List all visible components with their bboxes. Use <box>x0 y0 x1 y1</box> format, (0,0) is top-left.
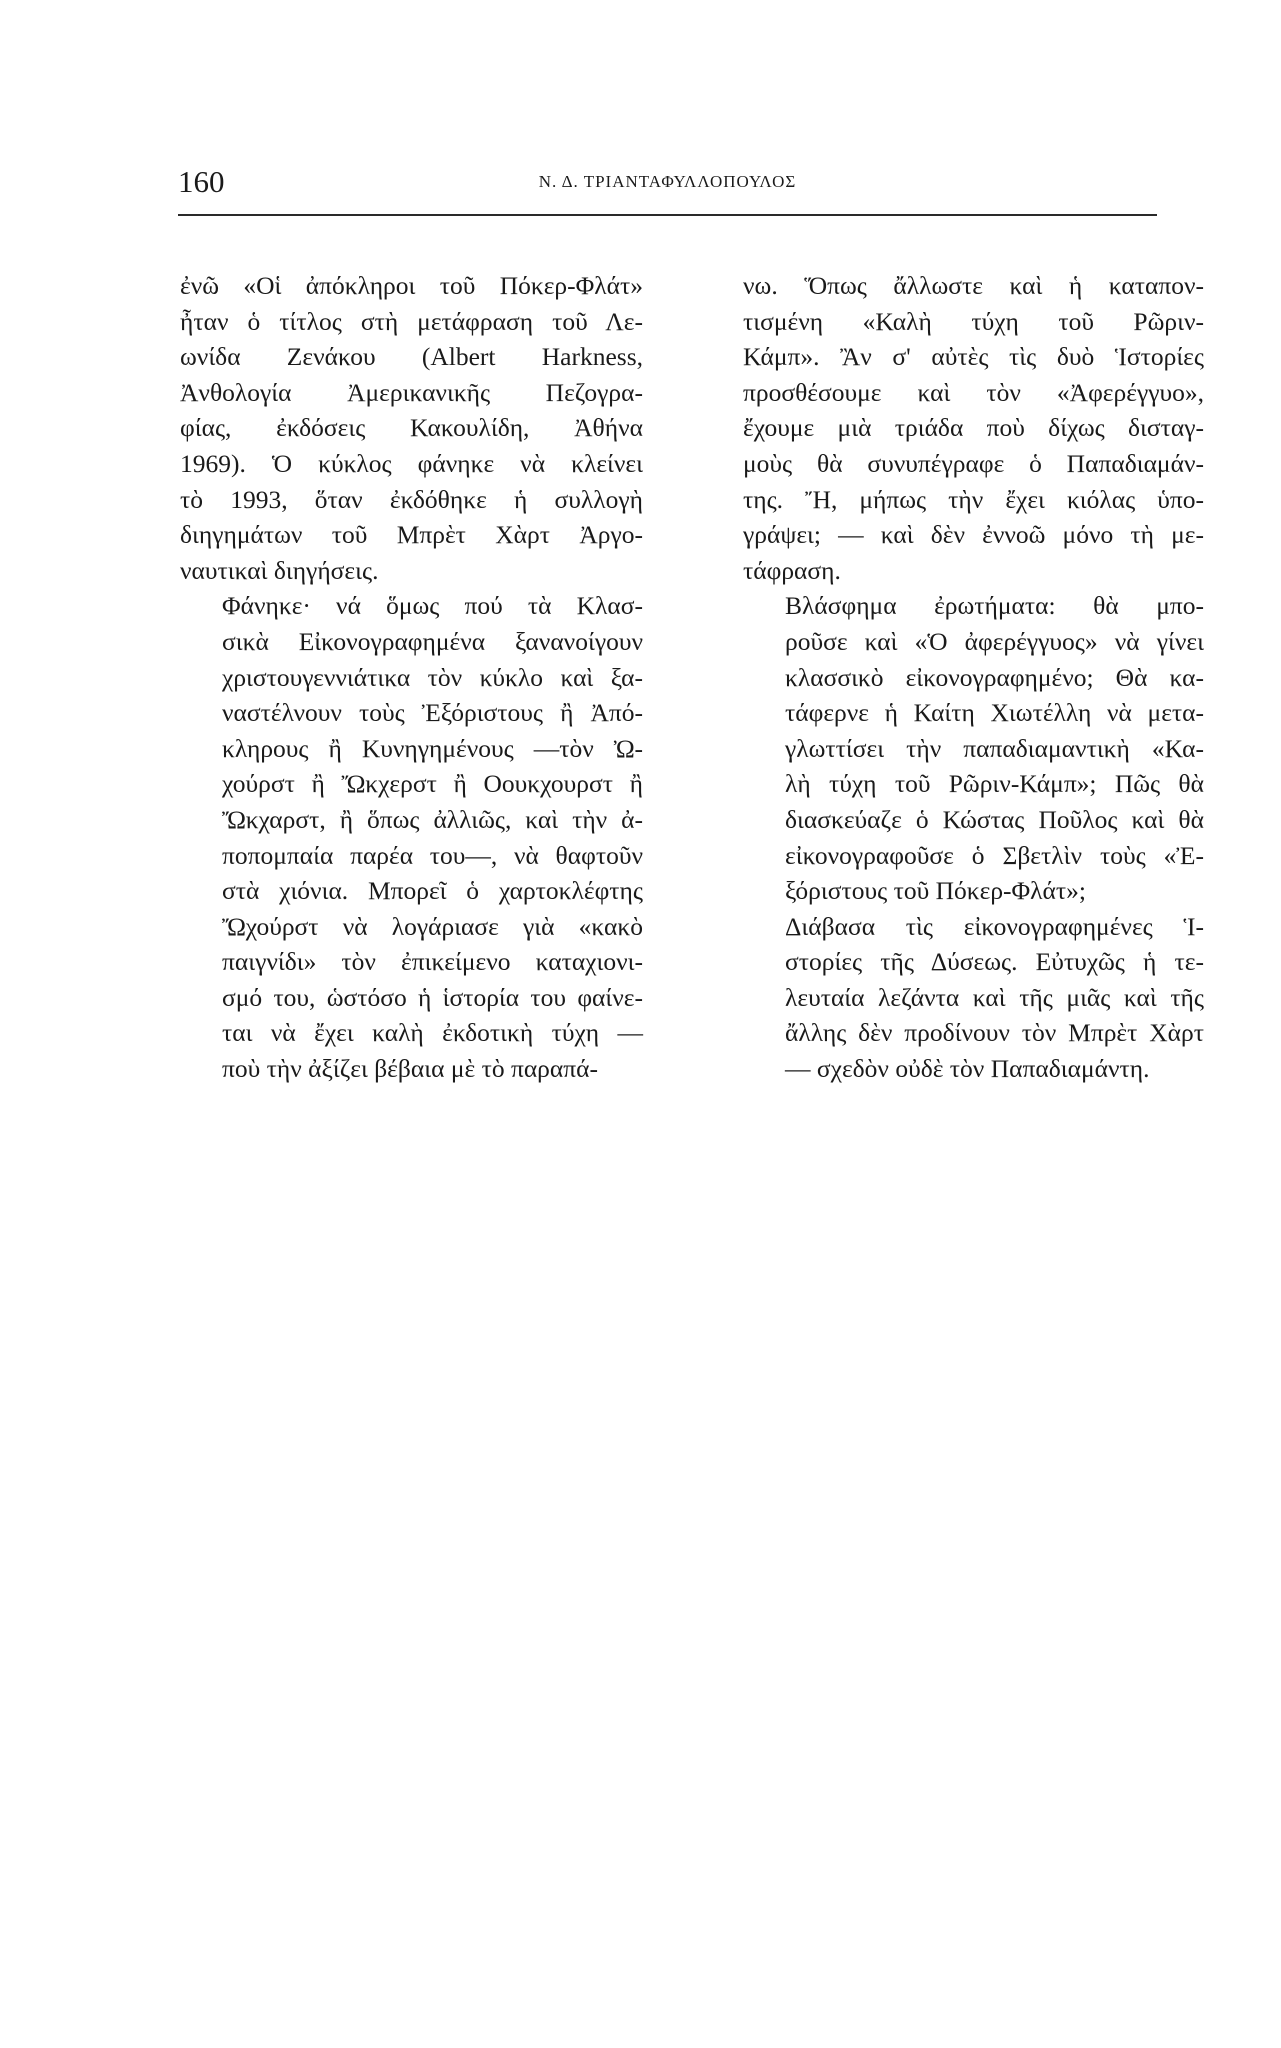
text-line: Κάμπ». Ἂν σ' αὐτὲς τὶς δυὸ Ἱστορίες <box>743 342 1204 372</box>
text-line: τισμένη «Καλὴ τύχη τοῦ Ρῶριν- <box>743 306 1204 336</box>
text-line: ἔχουμε μιὰ τριάδα ποὺ δίχως δισταγ- <box>743 413 1204 443</box>
text-line: χριστουγεννιάτικα τὸν κύκλο καὶ ξα- <box>222 662 643 692</box>
text-line: προσθέσουμε καὶ τὸν «Ἀφερέγγυο», <box>743 377 1204 407</box>
header-rule <box>178 214 1157 216</box>
text-line: γράψει; — καὶ δὲν ἐννοῶ μόνο τὴ με- <box>743 520 1204 550</box>
text-line: σικὰ Εἰκονογραφημένα ξανανοίγουν <box>222 626 643 656</box>
text-line: τάφραση. <box>743 555 841 585</box>
text-line: ἐνῶ «Οἱ ἀπόκληροι τοῦ Πόκερ-Φλάτ» <box>180 271 643 300</box>
text-line: Ἀνθολογία Ἀμερικανικῆς Πεζογρα- <box>180 377 643 407</box>
paragraph <box>180 588 643 1086</box>
paragraph <box>743 268 1204 588</box>
text-line: διασκεύαζε ὁ Κώστας Ποῦλος καὶ θὰ <box>785 804 1204 834</box>
text-line: ἦταν ὁ τίτλος στὴ μετάφραση τοῦ Λε- <box>180 306 643 336</box>
text-line: διηγημάτων τοῦ Μπρὲτ Χὰρτ Ἀργο- <box>180 520 643 550</box>
running-head: Ν. Δ. ΤΡΙΑΝΤΑΦΥΛΛΟΠΟΥΛΟΣ <box>538 172 797 191</box>
text-line: της. Ἤ, μήπως τὴν ἔχει κιόλας ὑπο- <box>743 484 1204 514</box>
text-line: Ὤκχαρστ, ἢ ὅπως ἀλλιῶς, καὶ τὴν ἀ- <box>222 804 643 834</box>
text-line: ξόριστους τοῦ Πόκερ-Φλάτ»; <box>785 876 1086 906</box>
paragraph <box>743 909 1204 1087</box>
left-column <box>180 268 643 1087</box>
paragraph <box>743 588 1204 908</box>
text-line: ται νὰ ἔχει καλὴ ἐκδοτικὴ τύχη — <box>222 1018 643 1048</box>
text-line: εἰκονογραφοῦσε ὁ Σβετλὶν τοὺς «Ἐ- <box>785 840 1204 870</box>
text-line: Ὤχούρστ νὰ λογάριασε γιὰ «κακὸ <box>222 911 643 941</box>
text-line: κληρους ἢ Κυνηγημένους —τὸν Ὠ- <box>222 733 643 763</box>
text-line: ωνίδα Ζενάκου (Albert Harkness, <box>180 342 643 372</box>
text-line: μοὺς θὰ συνυπέγραφε ὁ Παπαδιαμάν- <box>743 448 1204 478</box>
text-line: 1969). Ὁ κύκλος φάνηκε νὰ κλείνει <box>180 448 643 478</box>
text-line: ἄλλης δὲν προδίνουν τὸν Μπρὲτ Χὰρτ <box>785 1018 1204 1048</box>
text-line: λὴ τύχη τοῦ Ρῶριν-Κάμπ»; Πῶς θὰ <box>785 769 1204 799</box>
text-line: φίας, ἐκδόσεις Κακουλίδη, Ἀθήνα <box>180 413 643 443</box>
text-line: Βλάσφημα ἐρωτήματα: θὰ μπο- <box>785 591 1204 621</box>
text-line: ποὺ τὴν ἀξίζει βέβαια μὲ τὸ παραπά- <box>222 1054 598 1084</box>
paragraph <box>180 268 643 588</box>
text-line: στορίες τῆς Δύσεως. Εὐτυχῶς ἡ τε- <box>785 947 1204 977</box>
text-line: τὸ 1993, ὅταν ἐκδόθηκε ἡ συλλογὴ <box>180 484 643 514</box>
text-line: λευταία λεζάντα καὶ τῆς μιᾶς καὶ τῆς <box>785 982 1204 1012</box>
text-line: κλασσικὸ εἰκονογραφημένο; Θὰ κα- <box>785 662 1204 692</box>
right-column <box>743 268 1204 1087</box>
text-line: νω. Ὅπως ἄλλωστε καὶ ἡ καταπον- <box>743 271 1204 300</box>
text-line: Φάνηκε· νά ὅμως πού τὰ Κλασ- <box>222 591 643 621</box>
text-line: χούρστ ἢ Ὤκχερστ ἢ Οουκχουρστ ἢ <box>222 769 643 799</box>
text-line: Διάβασα τὶς εἰκονογραφημένες Ἱ- <box>785 911 1204 941</box>
text-line: παιγνίδι» τὸν ἐπικείμενο καταχιονι- <box>222 947 643 977</box>
page-header <box>178 162 1157 218</box>
text-line: ροῦσε καὶ «Ὁ ἀφερέγγυος» νὰ γίνει <box>785 626 1204 656</box>
text-line: γλωττίσει τὴν παπαδιαμαντικὴ «Κα- <box>785 733 1204 763</box>
text-line: τάφερνε ἡ Καίτη Χιωτέλλη νὰ μετα- <box>785 698 1204 728</box>
text-line: στὰ χιόνια. Μπορεῖ ὁ χαρτοκλέφτης <box>222 876 643 906</box>
text-line: ναστέλνουν τοὺς Ἐξόριστους ἢ Ἀπό- <box>222 698 643 728</box>
text-line: — σχεδὸν οὐδὲ τὸν Παπαδιαμάντη. <box>785 1054 1150 1084</box>
text-line: ναυτικαὶ διηγήσεις. <box>180 555 379 585</box>
text-line: ποπομπαία παρέα του—, νὰ θαφτοῦν <box>222 840 643 870</box>
text-line: σμό του, ὡστόσο ἡ ἱστορία του φαίνε- <box>222 982 643 1012</box>
page-number: 160 <box>178 164 225 199</box>
